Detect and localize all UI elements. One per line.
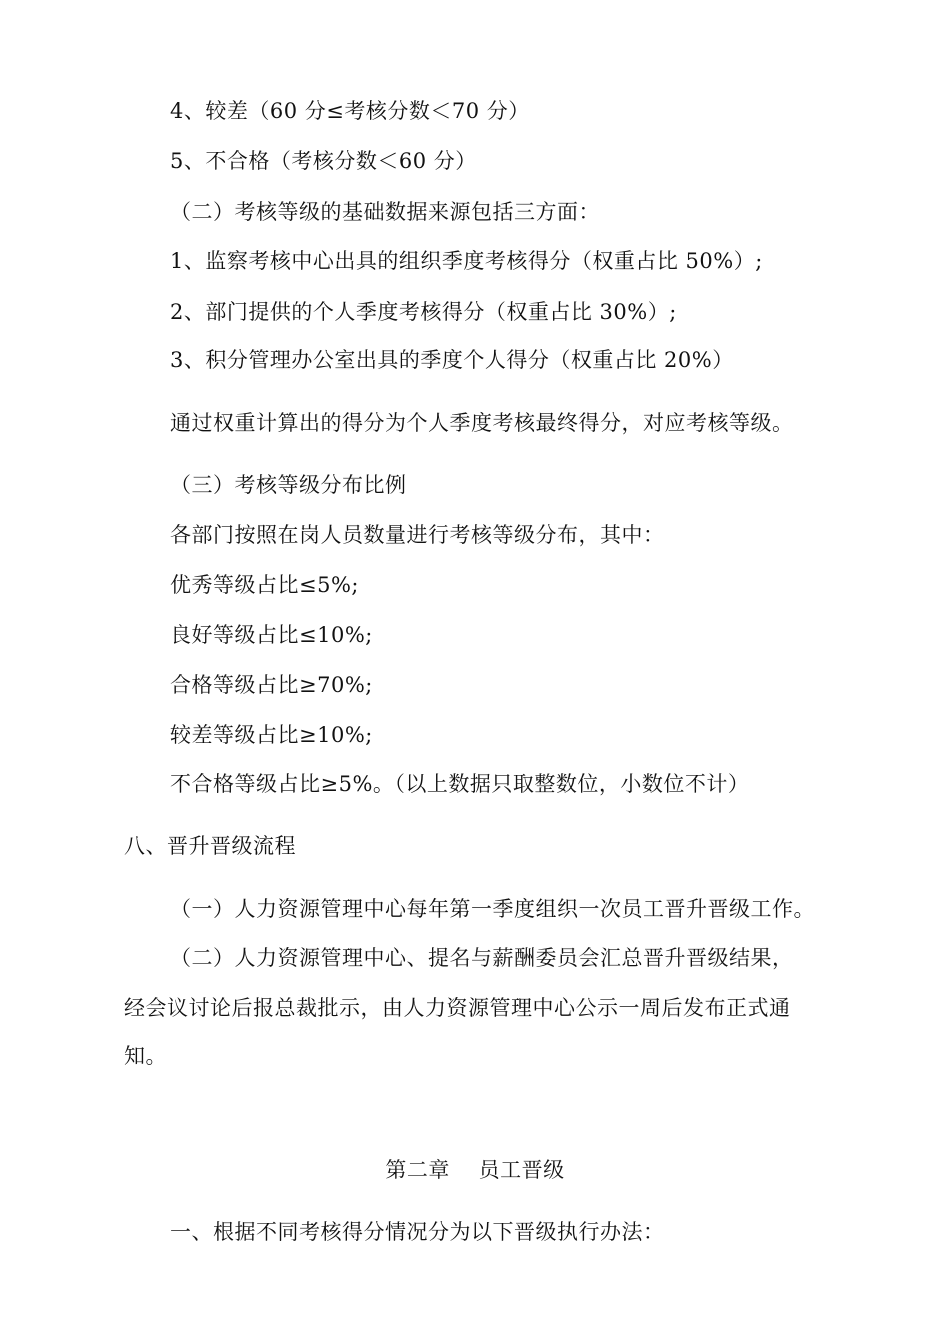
distribution-intro: 各部门按照在岗人员数量进行考核等级分布，其中： bbox=[170, 523, 665, 547]
promotion-process-para-2-line-3: 知。 bbox=[124, 1044, 167, 1068]
distribution-poor: 较差等级占比≥10%; bbox=[170, 723, 373, 747]
promotion-process-para-1: （一）人力资源管理中心每年第一季度组织一次员工晋升晋级工作。 bbox=[170, 897, 815, 921]
section-heading-data-sources: （二）考核等级的基础数据来源包括三方面： bbox=[170, 200, 600, 224]
data-source-item-1: 1、监察考核中心出具的组织季度考核得分（权重占比 50%）; bbox=[170, 249, 763, 273]
distribution-qualified: 合格等级占比≥70%; bbox=[170, 673, 373, 697]
section-heading-promotion-process: 八、晋升晋级流程 bbox=[124, 834, 296, 858]
grade-item-failed: 5、不合格（考核分数＜60 分） bbox=[170, 149, 477, 173]
section-heading-distribution: （三）考核等级分布比例 bbox=[170, 473, 407, 497]
data-source-item-3: 3、积分管理办公室出具的季度个人得分（权重占比 20%） bbox=[170, 348, 734, 372]
grade-item-poor: 4、较差（60 分≤考核分数＜70 分） bbox=[170, 99, 530, 123]
chapter-title: 第二章 员工晋级 bbox=[385, 1158, 565, 1182]
promotion-process-para-2-line-1: （二）人力资源管理中心、提名与薪酬委员会汇总晋升晋级结果， bbox=[170, 946, 794, 970]
distribution-good: 良好等级占比≤10%; bbox=[170, 623, 373, 647]
data-source-item-2: 2、部门提供的个人季度考核得分（权重占比 30%）; bbox=[170, 300, 677, 324]
distribution-failed: 不合格等级占比≥5%。（以上数据只取整数位，小数位不计） bbox=[170, 772, 750, 796]
weighted-score-summary: 通过权重计算出的得分为个人季度考核最终得分，对应考核等级。 bbox=[170, 411, 794, 435]
distribution-excellent: 优秀等级占比≤5%; bbox=[170, 573, 359, 597]
promotion-process-para-2-line-2: 经会议讨论后报总裁批示，由人力资源管理中心公示一周后发布正式通 bbox=[124, 996, 791, 1020]
chapter-item-1: 一、根据不同考核得分情况分为以下晋级执行办法： bbox=[170, 1220, 665, 1244]
